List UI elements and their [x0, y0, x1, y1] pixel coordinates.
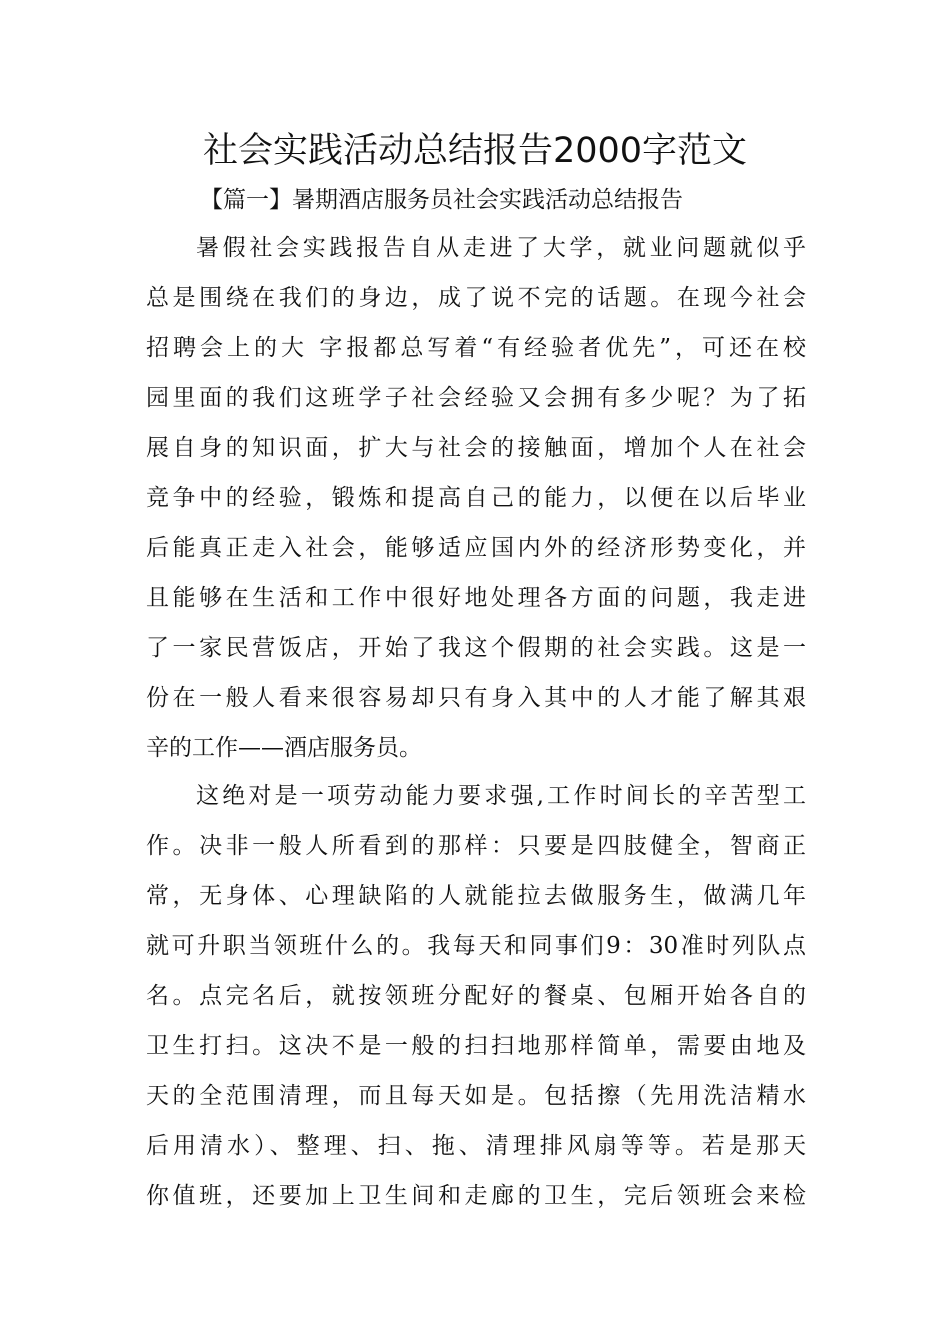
paragraph-line: 名。点完名后，就按领班分配好的餐桌、包厢开始各自的	[146, 983, 806, 1009]
paragraph-line: 天的全范围清理，而且每天如是。包括擦（先用洗洁精水	[146, 1083, 806, 1109]
paragraph-line: 卫生打扫。这决不是一般的扫扫地那样简单，需要由地及	[146, 1033, 806, 1059]
paragraph-line: 常，无身体、心理缺陷的人就能拉去做服务生，做满几年	[146, 883, 806, 909]
paragraph-line: 你值班，还要加上卫生间和走廊的卫生，完后领班会来检	[146, 1183, 806, 1209]
paragraph-line: 辛的工作——酒店服务员。	[146, 735, 422, 761]
paragraph-line: 招聘会上的大 字报都总写着“有经验者优先”，可还在校	[146, 335, 806, 361]
paragraph-line: 后能真正走入社会，能够适应国内外的经济形势变化，并	[146, 535, 806, 561]
paragraph-line: 竞争中的经验，锻炼和提高自己的能力，以便在以后毕业	[146, 485, 806, 511]
paragraph-line: 展自身的知识面，扩大与社会的接触面，增加个人在社会	[146, 435, 806, 461]
paragraph-1	[146, 223, 806, 773]
document-subtitle: 【篇一】暑期酒店服务员社会实践活动总结报告	[200, 187, 683, 213]
paragraph-line: 暑假社会实践报告自从走进了大学，就业问题就似乎	[196, 235, 806, 261]
paragraph-line: 就可升职当领班什么的。我每天和同事们9：30准时列队点	[146, 933, 806, 959]
paragraph-2	[146, 771, 806, 1221]
paragraph-line: 后用清水）、整理、扫、拖、清理排风扇等等。若是那天	[146, 1133, 806, 1159]
paragraph-line: 份在一般人看来很容易却只有身入其中的人才能了解其艰	[146, 685, 806, 711]
document-title: 社会实践活动总结报告2000字范文	[202, 131, 748, 171]
paragraph-line: 了一家民营饭店，开始了我这个假期的社会实践。这是一	[146, 635, 806, 661]
paragraph-line: 这绝对是一项劳动能力要求强,工作时间长的辛苦型工	[196, 783, 806, 809]
paragraph-line: 且能够在生活和工作中很好地处理各方面的问题，我走进	[146, 585, 806, 611]
paragraph-line: 作。决非一般人所看到的那样：只要是四肢健全，智商正	[146, 833, 806, 859]
paragraph-line: 园里面的我们这班学子社会经验又会拥有多少呢？为了拓	[146, 385, 806, 411]
paragraph-line: 总是围绕在我们的身边，成了说不完的话题。在现今社会	[146, 285, 806, 311]
